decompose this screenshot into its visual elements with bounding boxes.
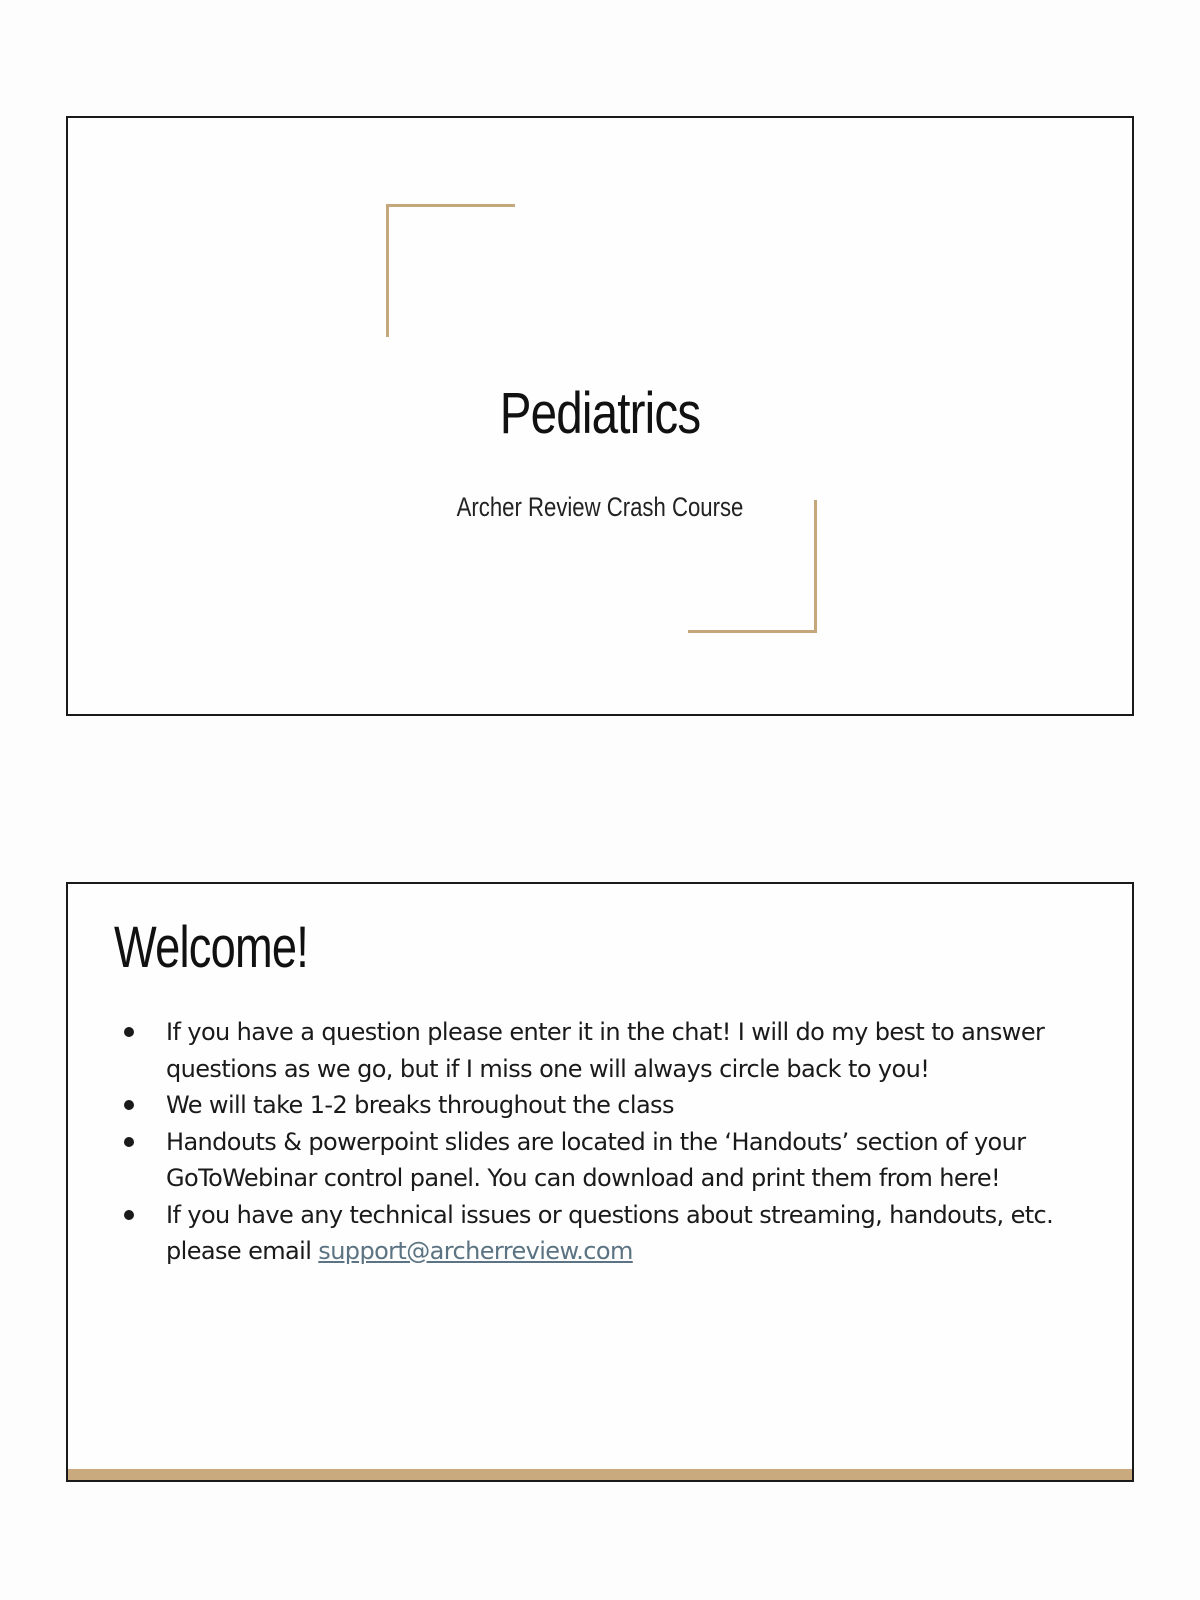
support-email-link[interactable]: support@archerreview.com [318,1237,633,1265]
title-slide [66,116,1134,716]
bullet-text: If you have any technical issues or questions about streaming, handouts, etc. please email [166,1200,1054,1265]
accent-footer-bar [68,1469,1132,1480]
corner-bracket-top-left [386,204,515,337]
bullet-dot-icon [124,1137,134,1147]
bullet-dot-icon [124,1100,134,1110]
welcome-slide [66,882,1134,1482]
slide-subtitle: Archer Review Crash Course [456,492,744,522]
bullet-item [120,1087,1080,1124]
bullet-item [120,1124,1080,1197]
bullet-dot-icon [124,1210,134,1220]
bullet-item [120,1014,1080,1087]
slide-title: Pediatrics [499,381,701,446]
welcome-heading: Welcome! [114,915,309,980]
bullet-text: If you have a question please enter it in the chat! I will do my best to answer questions as we go, but if I miss one will always circle back to you! [166,1018,1045,1083]
bullet-text-with-link [166,1197,1080,1270]
bullet-text: Handouts & powerpoint slides are located in the ‘Handouts’ section of your GoToWebinar control panel. You can download and print them from here! [166,1127,1026,1192]
bullet-item [120,1197,1080,1270]
bullet-dot-icon [124,1027,134,1037]
bullet-list [120,1014,1080,1270]
bullet-text: We will take 1-2 breaks throughout the class [166,1091,674,1119]
